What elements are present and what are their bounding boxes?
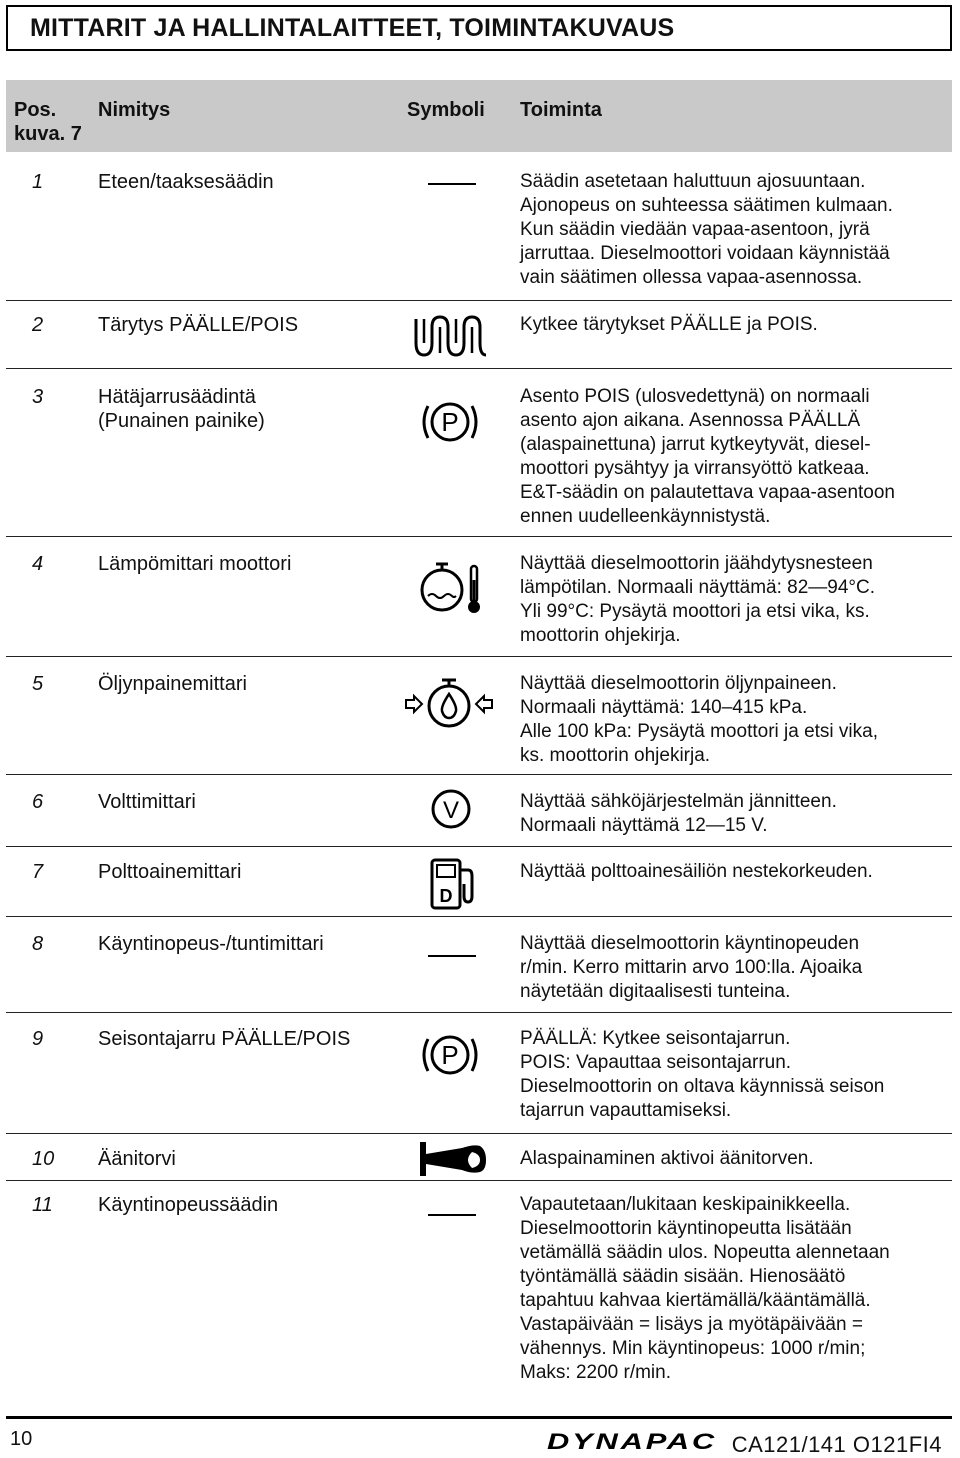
description-line: Maks: 2200 r/min. [520, 1362, 671, 1383]
row-name-line: Äänitorvi [98, 1148, 176, 1170]
row-name [98, 860, 241, 884]
fuel-diesel-icon [428, 856, 480, 912]
no-symbol-dash [428, 1214, 476, 1216]
description-line: Kytkee tärytykset PÄÄLLE ja POIS. [520, 314, 818, 335]
document-code: CA121/141 O121FI4 [731, 1432, 942, 1457]
row-divider [6, 656, 952, 657]
row-number: 3 [32, 386, 44, 408]
row-description [520, 790, 952, 838]
row-name [98, 672, 247, 696]
row-number: 4 [32, 553, 44, 575]
description-line: moottori pysähtyy ja virransyöttö katkeaa. [520, 458, 870, 479]
row-divider [6, 300, 952, 301]
vibration-icon [410, 313, 490, 359]
description-line: jarruttaa. Dieselmoottori voidaan käynnistää [520, 243, 890, 264]
description-line: Yli 99°C: Pysäytä moottori ja etsi vika, ks. [520, 601, 870, 622]
description-line: ks. moottorin ohjekirja. [520, 745, 711, 766]
header-function: Toiminta [520, 99, 602, 121]
row-name [98, 313, 298, 337]
engine-temperature-icon [416, 560, 486, 616]
no-symbol-dash [428, 183, 476, 185]
row-number: 8 [32, 933, 44, 955]
row-divider [6, 1180, 952, 1181]
description-line: vain säätimen ollessa vapaa-asennossa. [520, 267, 863, 288]
description-line: Dieselmoottorin käyntinopeutta lisätään [520, 1218, 852, 1239]
row-number: 10 [32, 1148, 55, 1170]
row-name [98, 385, 265, 433]
header-name: Nimitys [98, 99, 171, 121]
row-name-line: Lämpömittari moottori [98, 553, 292, 575]
description-line: Säädin asetetaan haluttuun ajosuuntaan. [520, 171, 866, 192]
description-line: Vapautetaan/lukitaan keskipainikkeella. [520, 1194, 851, 1215]
description-line: vetämällä säädin ulos. Nopeutta alennetaan [520, 1242, 890, 1263]
row-description [520, 313, 952, 337]
row-number: 1 [32, 171, 44, 193]
description-line: Normaali näyttämä: 140–415 kPa. [520, 697, 808, 718]
parking-brake-icon [420, 1027, 480, 1083]
row-name [98, 552, 291, 576]
row-number: 7 [32, 861, 44, 883]
svg-text:P: P [441, 407, 459, 437]
oil-pressure-icon [404, 676, 494, 732]
description-line: Vastapäivään = lisäys ja myötäpäivään = [520, 1314, 863, 1335]
row-name-line: Eteen/taaksesäädin [98, 171, 274, 193]
voltmeter-icon [430, 788, 472, 830]
description-line: Näyttää dieselmoottorin käyntinopeuden [520, 933, 860, 954]
row-name-line: Hätäjarrusäädintä [98, 386, 256, 408]
row-name [98, 790, 196, 814]
description-line: asento ajon aikana. Asennossa PÄÄLLÄ [520, 410, 861, 431]
description-line: ennen uudelleenkäynnistystä. [520, 506, 771, 527]
description-line: lämpötilan. Normaali näyttämä: 82—94°C. [520, 577, 876, 598]
row-description [520, 552, 952, 648]
row-name-line: Tärytys PÄÄLLE/POIS [98, 314, 299, 336]
description-line: Näyttää dieselmoottorin jäähdytysnesteen [520, 553, 873, 574]
row-name-line: Öljynpainemittari [98, 673, 247, 695]
horn-icon [418, 1138, 488, 1180]
description-line: Näyttää sähköjärjestelmän jännitteen. [520, 791, 837, 812]
row-number: 9 [32, 1028, 44, 1050]
row-number: 6 [32, 791, 44, 813]
description-line: työntämällä säädin sisään. Hienosäätö [520, 1266, 846, 1287]
row-divider [6, 368, 952, 369]
description-line: vähennys. Min käyntinopeus: 1000 r/min; [520, 1338, 866, 1359]
row-name-line: (Punainen painike) [98, 410, 265, 432]
row-description [520, 932, 952, 1004]
row-description [520, 385, 952, 529]
no-symbol-dash [428, 955, 476, 957]
row-divider [6, 1133, 952, 1134]
footer-divider [6, 1416, 952, 1419]
header-symbol: Symboli [407, 99, 485, 121]
row-name [98, 1027, 350, 1051]
svg-text:DYNAPAC: DYNAPAC [547, 1431, 717, 1451]
row-divider [6, 774, 952, 775]
row-divider [6, 1012, 952, 1013]
row-number: 2 [32, 314, 44, 336]
svg-text:D: D [439, 886, 453, 906]
row-number: 5 [32, 673, 44, 695]
row-name [98, 1193, 278, 1217]
description-line: Alle 100 kPa: Pysäytä moottori ja etsi vika, [520, 721, 878, 742]
row-description [520, 1147, 952, 1171]
description-line: r/min. Kerro mittarin arvo 100:lla. Ajoaika [520, 957, 863, 978]
row-name-line: Polttoainemittari [98, 861, 242, 883]
row-divider [6, 536, 952, 537]
header-pos-line2: kuva. 7 [14, 123, 82, 145]
description-line: POIS: Vapauttaa seisontajarrun. [520, 1052, 792, 1073]
row-description [520, 1027, 952, 1123]
description-line: Ajonopeus on suhteessa säätimen kulmaan. [520, 195, 893, 216]
row-name [98, 1147, 176, 1171]
row-name-line: Käyntinopeussäädin [98, 1194, 279, 1216]
svg-text:V: V [442, 797, 460, 824]
svg-text:P: P [441, 1040, 459, 1070]
description-line: näytetään digitaalisesti tunteina. [520, 981, 791, 1002]
row-description [520, 170, 952, 290]
row-number: 11 [32, 1194, 53, 1216]
parking-brake-icon [420, 394, 480, 450]
description-line: tajarrun vapauttamiseksi. [520, 1100, 732, 1121]
description-line: Näyttää polttoainesäiliön nestekorkeuden. [520, 861, 873, 882]
page-number: 10 [10, 1428, 33, 1450]
row-name [98, 170, 274, 194]
description-line: Alaspainaminen aktivoi äänitorven. [520, 1148, 814, 1169]
description-line: Asento POIS (ulosvedettynä) on normaali [520, 386, 870, 407]
row-divider [6, 846, 952, 847]
description-line: PÄÄLLÄ: Kytkee seisontajarrun. [520, 1028, 791, 1049]
row-divider [6, 916, 952, 917]
description-line: moottorin ohjekirja. [520, 625, 681, 646]
row-name-line: Käyntinopeus-/tuntimittari [98, 933, 324, 955]
description-line: Normaali näyttämä 12—15 V. [520, 815, 768, 836]
description-line: Dieselmoottorin on oltava käynnissä seison [520, 1076, 885, 1097]
header-pos-line1: Pos. [14, 99, 57, 121]
row-name-line: Volttimittari [98, 791, 196, 813]
description-line: tapahtuu kahvaa kiertämällä/kääntämällä. [520, 1290, 871, 1311]
row-description [520, 672, 952, 768]
row-description [520, 1193, 952, 1385]
row-name [98, 932, 324, 956]
dynapac-logo [547, 1431, 719, 1451]
row-name-line: Seisontajarru PÄÄLLE/POIS [98, 1028, 351, 1050]
description-line: (alaspainettuna) jarrut kytkeytyvät, diesel- [520, 434, 871, 455]
description-line: Näyttää dieselmoottorin öljynpaineen. [520, 673, 837, 694]
description-line: E&T-säädin on palautettava vapaa-asentoon [520, 482, 895, 503]
description-line: Kun säädin viedään vapaa-asentoon, jyrä [520, 219, 870, 240]
row-description [520, 860, 952, 884]
page-title: MITTARIT JA HALLINTALAITTEET, TOIMINTAKUVAUS [6, 5, 952, 51]
